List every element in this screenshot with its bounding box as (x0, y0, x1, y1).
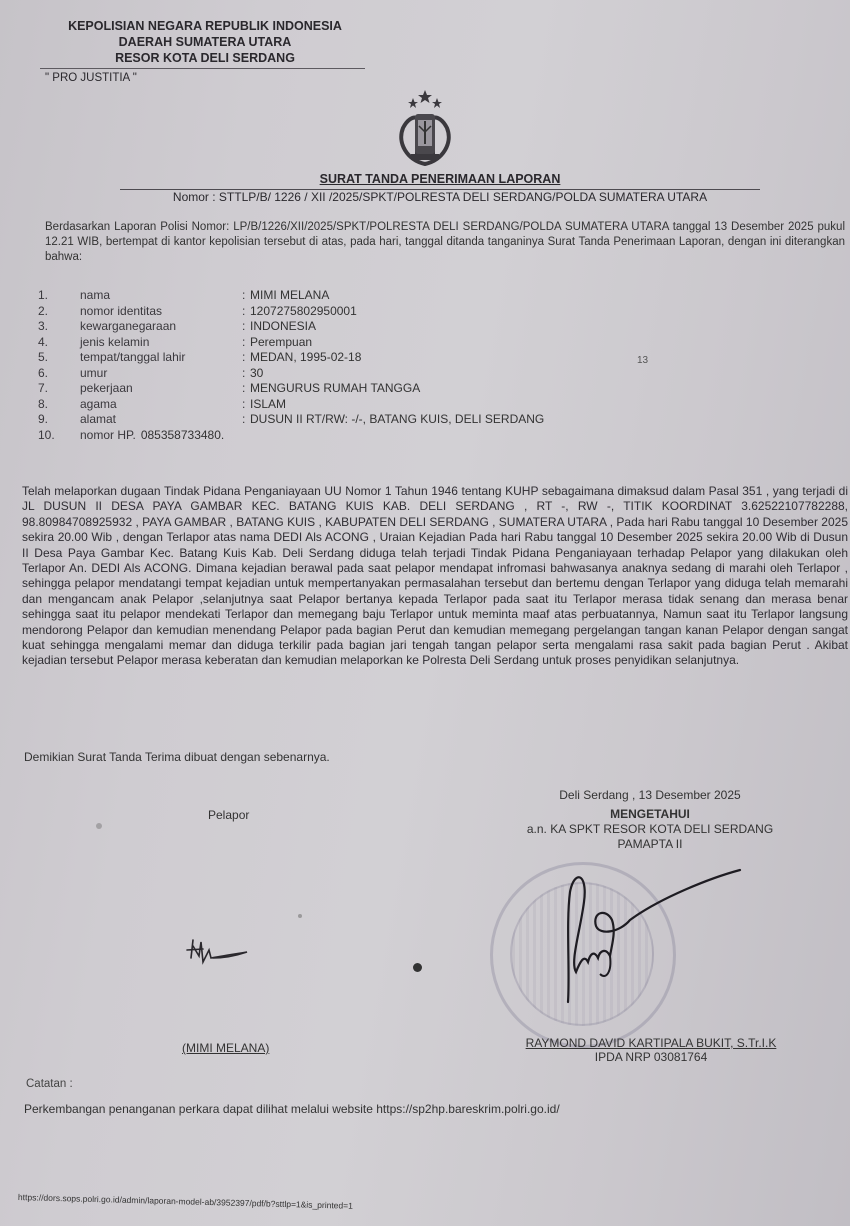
margin-mark: 13 (637, 355, 649, 366)
field-label: nomor identitas (80, 303, 163, 318)
notes-label: Catatan : (26, 1078, 73, 1090)
document-title: SURAT TANDA PENERIMAAN LAPORAN (319, 172, 561, 186)
header-line-1: KEPOLISIAN NEGARA REPUBLIK INDONESIA (68, 19, 342, 33)
field-number: 6. (38, 365, 49, 380)
field-row (38, 335, 544, 351)
officer-name-block (490, 1036, 812, 1064)
field-value: ISLAM (250, 396, 287, 411)
header-divider (40, 68, 365, 69)
field-row (38, 288, 544, 304)
field-colon: : (242, 319, 246, 333)
field-row (38, 428, 544, 444)
agency-header (45, 18, 365, 66)
field-value: MIMI MELANA (250, 288, 330, 302)
field-row (38, 412, 544, 428)
reporter-label: Pelapor (208, 808, 250, 822)
field-number: 4. (38, 334, 49, 349)
field-number: 8. (38, 396, 49, 411)
officer-name: RAYMOND DAVID KARTIPALA BUKIT, S.Tr.I.K (525, 1036, 777, 1050)
field-colon: : (242, 334, 246, 349)
field-number: 7. (38, 381, 49, 395)
field-value: DUSUN II RT/RW: -/-, BATANG KUIS, DELI SERDANG (250, 412, 545, 426)
field-row (38, 319, 544, 335)
field-number: 10. (38, 427, 55, 442)
field-colon: : (242, 396, 246, 411)
field-value: 1207275802950001 (250, 303, 357, 318)
field-row (38, 350, 544, 366)
field-colon: : (242, 381, 246, 395)
on-behalf-label: a.n. KA SPKT RESOR KOTA DELI SERDANG (526, 822, 774, 836)
field-row (38, 304, 544, 320)
ink-spot (413, 963, 422, 972)
field-colon: : (242, 412, 246, 426)
officer-signature-block (490, 788, 810, 852)
field-value: INDONESIA (250, 319, 317, 333)
field-label: kewarganegaraan (80, 319, 177, 333)
print-source-url: https://dors.sops.polri.go.id/admin/laporan-model-ab/3952397/pdf/b?sttlp=1&is_printed=1 (17, 1192, 354, 1211)
field-number: 3. (38, 319, 49, 333)
document-number: Nomor : STTLP/B/ 1226 / XII /2025/SPKT/POLRESTA DELI SERDANG/POLDA SUMATERA UTARA (172, 190, 708, 204)
officer-signature-icon (540, 862, 770, 1012)
notes-text: Perkembangan penanganan perkara dapat dilihat melalui website https://sp2hp.bareskrim.polri.go.id/ (24, 1102, 560, 1116)
field-label: tempat/tanggal lahir (80, 350, 186, 364)
field-value: 085358733480. (140, 427, 225, 442)
pro-justitia-label: " PRO JUSTITIA " (45, 72, 137, 84)
field-number: 5. (38, 350, 49, 364)
header-line-3: RESOR KOTA DELI SERDANG (115, 51, 295, 65)
report-body-paragraph: Telah melaporkan dugaan Tindak Pidana Penganiayaan UU Nomor 1 Tahun 1946 tentang KUHP sebagaimana dimaksud dalam Pasal 351 , yang terjadi di JL DUSUN II DESA PAYA GAMBAR KEC. BATANG KUIS KAB. DELI SERDANG , RT -, RW -, TITIK KOORDINAT 3.62522107782288, 98.80984708925932 , PAYA GAMBAR , BATANG KUIS , KABUPATEN DELI SERDANG , SUMATERA UTARA , Pada hari Rabu tanggal 10 Desember 2025 sekira 20.00 Wib , dengan Terlapor atas nama DEDI Als ACONG , Uraian Kejadian Pada hari Rabu tanggal 10 Desember 2025 sekira 20.00 Wib di Dusun II Desa Paya Gambar Kec. Batang Kuis Kab. Deli Serdang diduga telah terjadi Tindak Pidana Penganiayaan terhadap Pelapor yang dilakukan oleh Terlapor An. DEDI Als ACONG. Dimana kejadian berawal pada saat pelapor mendapat infromasi bahwasanya anaknya sedang di marahi oleh Terlapor , sehingga pelapor mendatangi tempat kejadian untuk mempertanyakan permasalahan tersebut dan bertemu dengan Terlapor yang diduga telah memarahi dan mengancam anak Pelapor ,selanjutnya saat Pelapor bertanya kepada Terlapor pada saat itu Terlapor merasa tidak senang dan merasa benar sehingga saat itu pelapor mendekati Terlapor dan memegang baju Terlapor untuk meminta maaf atas perbuatannya, Namun saat itu Terlapor langsung mendorong Pelapor dan kemudian menendang Pelapor pada bagian Perut dan kemudian memegang pergelangan tangan kanan Pelapor dengan sangat kuat sehingga mengalami memar dan diduga terkilir pada bagian jari tengah tangan pelapor serta mengalami rasa sakit pada bagian Perut . Akibat kejadian tersebut Pelapor merasa keberatan dan kemudian melaporkan ke Polresta Deli Serdang untuk proses penyidikan selanjutnya. (22, 484, 848, 668)
field-row (38, 397, 544, 413)
field-label: pekerjaan (80, 381, 133, 395)
field-number: 9. (38, 412, 49, 426)
officer-rank-nrp: IPDA NRP 03081764 (594, 1050, 708, 1064)
closing-statement: Demikian Surat Tanda Terima dibuat dengan sebenarnya. (24, 750, 330, 764)
field-colon: : (242, 365, 246, 380)
reporter-signature-icon (185, 938, 255, 968)
field-label: agama (80, 396, 117, 411)
place-date: Deli Serdang , 13 Desember 2025 (559, 788, 741, 802)
field-number: 2. (38, 303, 49, 318)
field-colon: : (242, 303, 246, 318)
field-value: MENGURUS RUMAH TANGGA (250, 381, 421, 395)
position-label: PAMAPTA II (617, 837, 683, 851)
field-row (38, 366, 544, 382)
field-value: MEDAN, 1995-02-18 (250, 350, 362, 364)
field-label: jenis kelamin (80, 334, 150, 349)
field-label: nomor HP. (80, 427, 136, 442)
field-value: Perempuan (250, 334, 313, 349)
field-number: 1. (38, 288, 49, 302)
field-colon: : (242, 288, 246, 302)
reporter-details-list (38, 288, 544, 443)
field-label: umur (80, 365, 108, 380)
field-label: alamat (80, 412, 117, 426)
acknowledged-label: MENGETAHUI (610, 807, 690, 821)
field-value: 30 (250, 365, 264, 380)
header-line-2: DAERAH SUMATERA UTARA (118, 35, 292, 49)
reporter-name: (MIMI MELANA) (182, 1041, 270, 1055)
ink-spot (298, 914, 302, 918)
ink-spot (96, 823, 102, 829)
field-row (38, 381, 544, 397)
police-emblem-icon (393, 88, 457, 170)
field-label: nama (80, 288, 111, 302)
intro-paragraph: Berdasarkan Laporan Polisi Nomor: LP/B/1226/XII/2025/SPKT/POLRESTA DELI SERDANG/POLDA SUMATERA UTARA tanggal 13 Desember 2025 pukul 12.21 WIB, bertempat di kantor kepolisian tersebut di atas, pada hari, tanggal ditanda tanganinya Surat Tanda Penerimaan Laporan, dengan ini diterangkan bahwa: (45, 221, 845, 263)
field-colon: : (242, 350, 246, 364)
